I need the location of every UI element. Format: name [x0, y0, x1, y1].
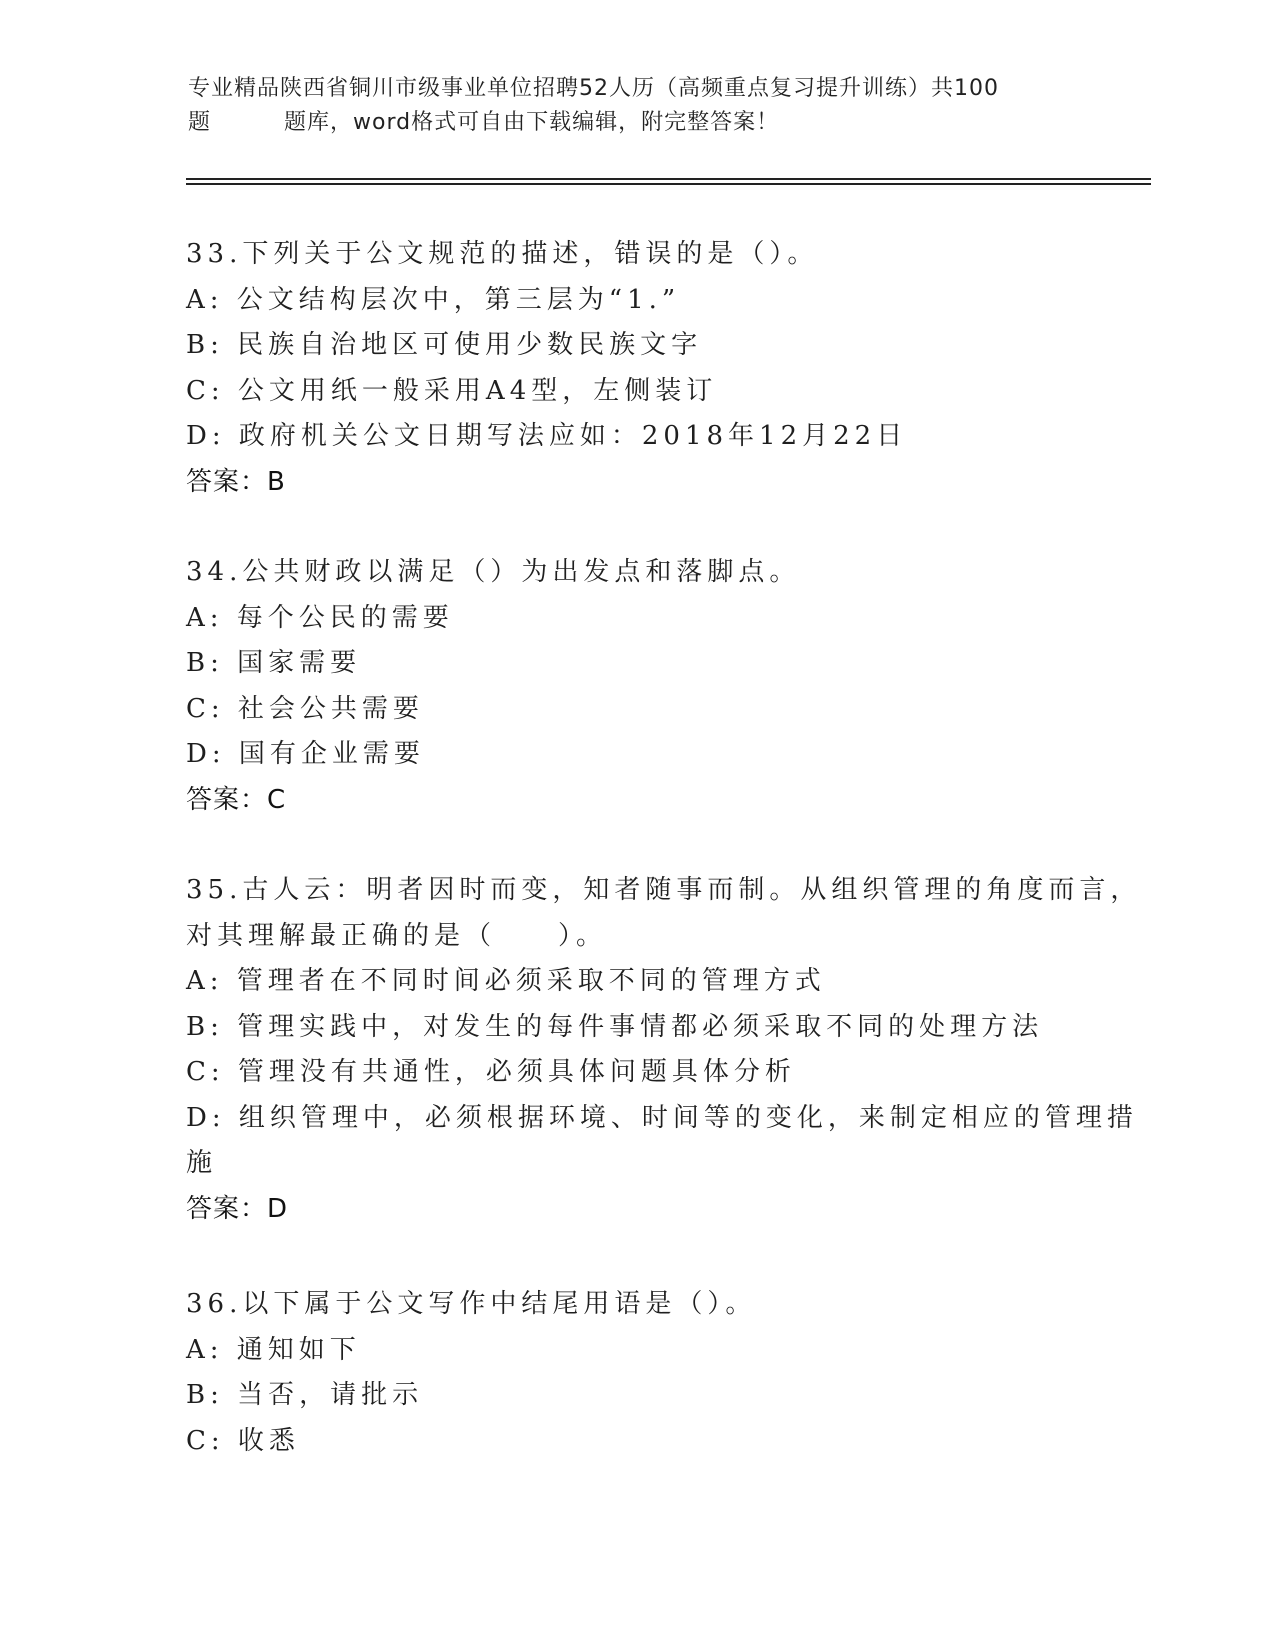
option-b: B: 管理实践中，对发生的每件事情都必须采取不同的处理方法 — [186, 1011, 1044, 1042]
option-d-line2: 施 — [186, 1148, 218, 1178]
header-divider-bottom — [186, 183, 1151, 185]
option-b: B: 民族自治地区可使用少数民族文字 — [186, 330, 703, 360]
option-b: B: 当否，请批示 — [186, 1380, 424, 1410]
answer-line: 答案：B — [186, 466, 286, 497]
document-header — [188, 72, 1088, 140]
option-a: A: 每个公民的需要 — [186, 602, 454, 633]
option-c: C: 公文用纸一般采用A4型，左侧装订 — [186, 375, 718, 406]
option-a: A: 公文结构层次中，第三层为“1.” — [186, 284, 681, 315]
header-title-line2-right: 题库，word格式可自由下载编辑，附完整答案！ — [284, 110, 780, 135]
option-d: D: 国有企业需要 — [186, 739, 425, 769]
question-stem-line2: 对其理解最正确的是（ ）。 — [186, 920, 608, 951]
answer-line: 答案：D — [186, 1193, 289, 1224]
question-34 — [186, 550, 1086, 823]
question-36 — [186, 1282, 1086, 1464]
question-stem: 34.公共财政以满足（）为出发点和落脚点。 — [186, 557, 801, 587]
question-stem-line1: 35.古人云：明者因时而变，知者随事而制。从组织管理的角度而言， — [186, 875, 1142, 905]
option-c: C: 收悉 — [186, 1425, 300, 1456]
option-a: A: 通知如下 — [186, 1334, 361, 1365]
header-title-line2-left: 题 — [188, 110, 212, 135]
option-a: A: 管理者在不同时间必须采取不同的管理方式 — [186, 966, 826, 996]
option-d: D: 政府机关公文日期写法应如：2018年12月22日 — [186, 421, 908, 451]
header-title-line1: 专业精品陕西省铜川市级事业单位招聘52人历（高频重点复习提升训练）共100 — [188, 76, 999, 101]
header-divider-top — [186, 178, 1151, 180]
question-33 — [186, 232, 1086, 505]
option-d-line1: D: 组织管理中，必须根据环境、时间等的变化，来制定相应的管理措 — [186, 1102, 1138, 1133]
question-stem: 36.以下属于公文写作中结尾用语是（）。 — [186, 1289, 757, 1319]
option-b: B: 国家需要 — [186, 648, 362, 678]
question-35 — [186, 868, 1142, 1232]
option-c: C: 社会公共需要 — [186, 693, 424, 724]
answer-line: 答案：C — [186, 784, 287, 815]
option-c: C: 管理没有共通性，必须具体问题具体分析 — [186, 1057, 796, 1087]
question-stem: 33.下列关于公文规范的描述，错误的是（）。 — [186, 239, 819, 269]
